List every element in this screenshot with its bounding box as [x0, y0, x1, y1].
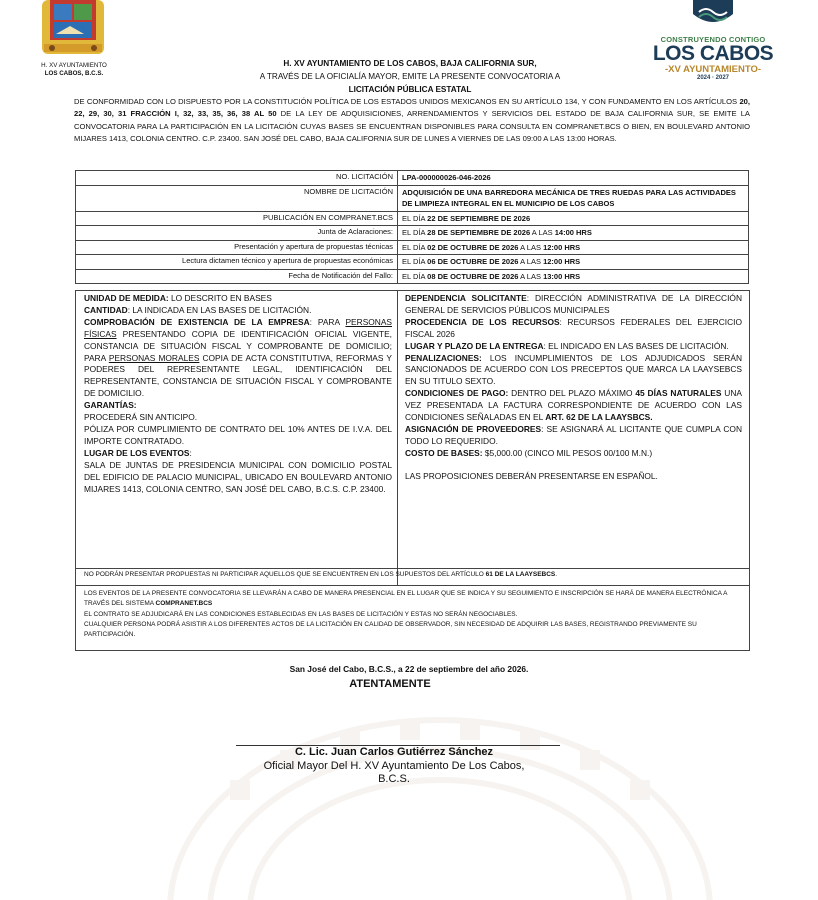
header-line2: A TRAVÉS DE LA OFICIALÍA MAYOR, EMITE LA PRESENTE CONVOCATORIA A — [259, 72, 561, 81]
technical-opening-label: Presentación y apertura de propuestas técnicas — [76, 240, 398, 255]
left-conditions-column — [84, 293, 392, 495]
waves-logo-icon — [691, 0, 735, 28]
right-conditions-column — [405, 293, 742, 483]
header-title: LICITACIÓN PÚBLICA ESTATAL — [348, 85, 472, 94]
closing-salutation: ATENTAMENTE — [349, 678, 431, 690]
penalties: PENALIZACIONES: LOS INCUMPLIMIENTOS DE LOS ADJUDICADOS SERÁN SANCIONADOS DE ACUERDO CON LOS PRECEPTOS QUE MARCA LA LAAYSEBCS EN SU TITULO SEXTO. — [405, 352, 742, 387]
table-row — [76, 185, 749, 211]
signatory-name: C. Lic. Juan Carlos Gutiérrez Sánchez — [294, 746, 494, 758]
watermark-seal — [150, 680, 730, 900]
venue-address: SALA DE JUNTAS DE PRESIDENCIA MUNICIPAL CON DOMICILIO POSTAL DEL EDIFICIO DE PALACIO MUNICIPAL, UBICADO EN BOULEVARD ANTONIO MIJARES 1413, COLONIA CENTRO, SAN JOSÉ DEL CABO, B.C.S. C.P. 23400. — [84, 459, 392, 494]
tender-name-label: NOMBRE DE LICITACIÓN — [76, 185, 398, 211]
intro-part1: DE CONFORMIDAD CON LO DISPUESTO POR LA CONSTITUCIÓN POLÍTICA DE LOS ESTADOS UNIDOS MEXICANOS EN SU ARTÍCULO 134, Y CON FUNDAMENTO EN LOS ARTÍCULOS — [74, 97, 740, 106]
requesting-department: DEPENDENCIA SOLICITANTE: DIRECCIÓN ADMINISTRATIVA DE LA DIRECCIÓN GENERAL DE SERVICIOS PÚBLICOS MUNICIPALES — [405, 293, 742, 315]
signatory-place: B.C.S. — [378, 773, 410, 785]
delivery-place: LUGAR Y PLAZO DE LA ENTREGA: EL INDICADO EN LAS BASES DE LICITACIÓN. — [405, 340, 729, 351]
table-row — [76, 240, 749, 255]
no-advance: PROCEDERÁ SIN ANTICIPO. — [84, 412, 198, 423]
table-row — [76, 171, 749, 186]
language-requirement: LAS PROPOSICIONES DEBERÁN PRESENTARSE EN ESPAÑOL. — [405, 470, 658, 481]
intro-paragraph — [74, 96, 750, 146]
funding-source: PROCEDENCIA DE LOS RECURSOS: RECURSOS FEDERALES DEL EJERCICIO FISCAL 2026 — [405, 316, 742, 339]
note-exclusion: NO PODRÁN PRESENTAR PROPUESTAS NI PARTICIPAR AQUELLOS QUE SE ENCUENTREN EN LOS SUPUESTOS DEL ARTÍCULO 61 DE LA LAAYSEBCS. — [76, 568, 749, 580]
los-cabos-brand-logo — [648, 0, 778, 81]
economic-opening-label: Lectura dictamen técnico y apertura de propuestas económicas — [76, 255, 398, 270]
intro-part2: DE LA LEY DE ADQUISICIONES, ARRENDAMIENTOS Y SERVICIOS DEL ESTADO DE BAJA CALIFORNIA SUR, SE EMITE LA CONVOCATORIA PARA LA PARTICIPACIÓN EN LA LICITACIÓN CUYAS BASES SE ENCUENTRAN DISPONIBLES PARA CONSULTA EN COMPRANET.BCS O BIEN, EN BOULEVARD ANTONIO MIJARES 1413, COLONIA CENTRO. C.P. 23400. SAN JOSÉ DEL CABO, BAJA CALIFORNIA SUR DE LUNES A VIERNES DE LAS 09:00 A LAS 13:00 HORAS. — [74, 109, 750, 144]
header-line1: H. XV AYUNTAMIENTO DE LOS CABOS, BAJA CALIFORNIA SUR, — [283, 59, 537, 68]
notes-box — [75, 568, 750, 651]
conditions-box — [75, 290, 750, 586]
table-row — [76, 255, 749, 270]
bidding-cost: COSTO DE BASES: $5,000.00 (CINCO MIL PESOS 00/100 M.N.) — [405, 447, 653, 458]
signature-block — [0, 746, 788, 787]
emblem-caption-line2: LOS CABOS, B.C.S. — [44, 70, 104, 77]
brand-tagline: CONSTRUYENDO CONTIGO — [660, 35, 766, 44]
technical-opening-value: EL DÍA 02 DE OCTUBRE DE 2026 A LAS 12:00 HRS — [398, 240, 749, 255]
note-observers: CUALQUIER PERSONA PODRÁ ASISTIR A LOS DIFERENTES ACTOS DE LA LICITACIÓN EN CALIDAD DE OBSERVADOR, SIN NECESIDAD DE ADQUIRIR LAS BASES, REGISTRANDO PREVIAMENTE SU PARTICIPACIÓN. — [84, 620, 697, 639]
note-contract: EL CONTRATO SE ADJUDICARÁ EN LAS CONDICIONES ESTABLECIDAS EN LAS BASES DE LICITACIÓN Y ESTAS NO SERÁN NEGOCIABLES. — [84, 610, 518, 618]
table-row — [76, 269, 749, 284]
tender-name-value: ADQUISICIÓN DE UNA BARREDORA MECÁNICA DE TRES RUEDAS PARA LAS ACTIVIDADES DE LIMPIEZA INTEGRAL EN EL MUNICIPIO DE LOS CABOS — [398, 185, 749, 211]
quantity: CANTIDAD: LA INDICADA EN LAS BASES DE LICITACIÓN. — [84, 304, 312, 315]
company-proof: COMPROBACIÓN DE EXISTENCIA DE LA EMPRESA: PARA PERSONAS FÍSICAS PRESENTANDO COPIA DE IDENTIFICACIÓN OFICIAL VIGENTE, CONSTANCIA DE SITUACIÓN FISCAL Y COMPROBANTE DE DOMICILIO; PARA PERSONAS MORALES COPIA DE ACTA CONSTITUTIVA, REFORMAS Y PODERES DEL REPRESENTANTE LEGAL, IDENTIFICACIÓN DEL REPRESENTANTE, CONSTANCIA DE SITUACIÓN FISCAL Y COMPROBANTE DE DOMICILIO. — [84, 316, 393, 399]
document-header — [200, 57, 620, 96]
tender-number-value: LPA-000000026-046-2026 — [398, 171, 749, 186]
signatory-title: Oficial Mayor Del H. XV Ayuntamiento De Los Cabos, — [263, 759, 525, 772]
brand-subtitle: -XV AYUNTAMIENTO- — [664, 64, 762, 75]
tender-number-label: NO. LICITACIÓN — [76, 171, 398, 186]
payment-conditions: CONDICIONES DE PAGO: DENTRO DEL PLAZO MÁXIMO 45 DÍAS NATURALES UNA VEZ PRESENTADA LA FACTURA CORRESPONDIENTE DE ACUERDO CON LAS CONDICIONES SEÑALADAS EN EL ART. 62 DE LA LAAYSBCS. — [405, 388, 742, 423]
column-divider — [397, 291, 398, 585]
municipal-coat-of-arms-icon — [40, 0, 106, 60]
unit-of-measure: UNIDAD DE MEDIDA: LO DESCRITO EN BASES — [84, 293, 272, 303]
issue-date: San José del Cabo, B.C.S., a 22 de septiembre del año 2026. — [289, 664, 529, 674]
intro-articles: 20, 22, 29, 30, 31 FRACCIÓN I, 32, 33, 35, 36, 38 AL 50 — [74, 97, 750, 119]
publication-value: EL DÍA 22 DE SEPTIEMBRE DE 2026 — [398, 211, 749, 226]
clarification-meeting-value: EL DÍA 28 DE SEPTIEMBRE DE 2026 A LAS 14:00 HRS — [398, 226, 749, 241]
clarification-meeting-label: Junta de Aclaraciones: — [76, 226, 398, 241]
brand-name: LOS CABOS — [652, 42, 774, 65]
table-row — [76, 211, 749, 226]
performance-bond: PÓLIZA POR CUMPLIMIENTO DE CONTRATO DEL 10% ANTES DE I.V.A. DEL IMPORTE CONTRATADO. — [84, 423, 392, 446]
economic-opening-value: EL DÍA 06 DE OCTUBRE DE 2026 A LAS 12:00 HRS — [398, 255, 749, 270]
publication-label: PUBLICACIÓN EN COMPRANET.BCS — [76, 211, 398, 226]
award-notification-label: Fecha de Notificación del Fallo: — [76, 269, 398, 284]
brand-period: 2024 · 2027 — [696, 75, 730, 81]
award-notification-value: EL DÍA 08 DE OCTUBRE DE 2026 A LAS 13:00 HRS — [398, 269, 749, 284]
tender-details-table — [75, 170, 749, 284]
note-events: LOS EVENTOS DE LA PRESENTE CONVOCATORIA SE LLEVARÁN A CABO DE MANERA PRESENCIAL EN EL LUGAR QUE SE INDICA Y SU SEGUIMIENTO E INSCRIPCIÓN SE HARÁ DE MANERA ELECTRÓNICA A TRAVÉS DEL SISTEMA COMPRANET.BCS — [84, 590, 728, 608]
emblem-caption-line1: H. XV AYUNTAMIENTO — [41, 62, 107, 69]
supplier-assignment: ASIGNACIÓN DE PROVEEDORES: SE ASIGNARÁ AL LICITANTE QUE CUMPLA CON TODO LO REQUERIDO. — [405, 423, 742, 446]
venue-heading: LUGAR DE LOS EVENTOS: — [84, 447, 192, 458]
emblem-caption — [30, 62, 118, 78]
table-row — [76, 226, 749, 241]
guarantees-heading: GARANTÍAS: — [84, 400, 137, 411]
